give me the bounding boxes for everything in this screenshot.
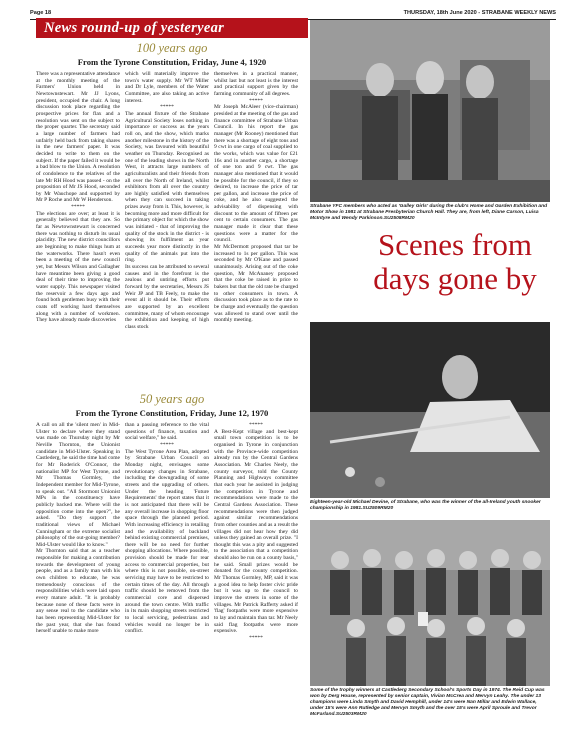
section2-title: 50 years ago	[139, 392, 205, 406]
section1-title: 100 years ago	[136, 41, 208, 55]
article-paragraph: A call on all the 'silent men' in Mid-Ulster to declare where they stand was made on Thursday night by Mr Neville Thornton, the Unionist candidate in Mid-Ulster. Speaking in Castlederg, he said the time had come for Mr Roderick O'Connor, the nationalist MP for West Tyrone, and Mr Thomas Gormley, the Independent member for Mid-Tyrone, to speak out. "All Stormont Unionist MPs in the constituency have publicly backed me. Where will the opposition come into the open?", he asked. "Do they support the traditional views of Michael Cunningham or the extreme socialist philosophy of the out-going member? Mid-Ulster would like to know."	[36, 422, 120, 548]
article-separator: *****	[71, 204, 85, 211]
article-paragraph: themselves in a practical manner, whilst last but not least is the interest and practical support given by the farming community of all degrees.	[214, 71, 298, 97]
article-separator: *****	[249, 422, 263, 428]
section1-subtitle: From the Tyrone Constitution, Friday, June 4, 1920	[77, 57, 267, 67]
section1-column-3	[214, 71, 298, 389]
photo-snooker-player-image	[310, 322, 550, 498]
section1-column-1	[36, 71, 120, 389]
section2-column-2	[125, 422, 209, 724]
article-separator: *****	[249, 635, 263, 641]
section2-column-3	[214, 422, 298, 724]
article-paragraph: Its success can be attributed to several causes and in the forefront is the zealous and untiring efforts put forward by the secretaries, Messrs JS Weir JP and TB Feely, to make the event all it should be. Their efforts are supported by an excellent committee, many of whom encourage the exhibition and keeping of high class stock	[125, 264, 209, 330]
article-separator: *****	[160, 104, 174, 111]
section2-column-1	[36, 422, 120, 724]
article-paragraph: than a passing reference to the vital questions of finance, taxation and social welfare," he said.	[125, 422, 209, 442]
photo-trophy-winners-image	[310, 520, 550, 686]
photo-trophy-winners	[310, 520, 550, 686]
photo-snooker-player-caption: Eighteen-year-old Michael Devine, of Strabane, who was the winner of the all-Ireland youth snooker championship in 1981.SU2509RM20	[310, 500, 541, 511]
article-paragraph: The West Tyrone Area Plan, adopted by Strabane Urban Council on Monday night, envisages some revolutionary changes in Strabane, including the downgrading of some streets and the upgrading of others. Under the heading 'Future Requirements' the report states that it is not anticipated that there will be any overall increase in shopping floor space through the planned period. With increasing efficiency in retailing and the availability of backland behind existing commercial premises, there will be no need for further shopping allocations. Where possible, provision should be made for rear access to commercial properties, but where this is not possible, on-street servicing may have to be restricted to certain times of the day. All through traffic should be removed from the commercial core and dispersed around the town centre. With traffic in its main shopping streets restricted to local servicing, pedestrians and vehicles would no longer be in conflict.	[125, 448, 209, 635]
article-paragraph: The annual fixture of the Strabane Agricultural Society loses nothing in importance or success as the years roll on, and the show, which marks another milestone in the history of the Society, was favoured with beautiful weather on Thursday. Recognised as one of the leading shows in the North West, it attracts large numbers of agriculturalists and their friends from all over the North of Ireland, whilst exhibitors from all over the country are highly satisfied with themselves when they can succeed in taking prizes away from it. This, however, is becoming more and more difficult for the primary object for which the show was initiated - that of improving the quality of the stock in the district - is showing its fulfilment as year succeeds year more distinctly in the quality of the animals put into the ring.	[125, 110, 209, 264]
article-paragraph: Mr Joseph McAleer (vice-chairman) presided at the meeting of the gas and finance committee of Strabane Urban Council. In his report the gas manager (Mr Rooney) mentioned that there was a shortage of eight tons and 9 cwt in one cargo of coal supplied to the works, which was value for £21 16s and in another cargo, a shortage of one ton and 9 cwt. The gas manager also mentioned that it would be possible for the council, if they so desired, to increase the price of tar per gallon, and increase the price of coke, and he also suggested the advisability of dispensing with discount to the amount of fifteen per cent to certain consumers. The gas manager made it clear that these questions were a matter for the council.	[214, 104, 298, 244]
photo-snooker-player	[310, 322, 550, 498]
scenes-heading: Scenes from days gone by	[373, 227, 537, 296]
article-paragraph: A Best-Kept village and best-kept small town competition is to be organised in Tyrone in conjunction with the Province-wide competition already run by the Central Gardens Association. Mr Charles Neely, the county surveyor, told the County Planning and Highways committee that each year he assisted in judging the competition in Tyrone and recommendations were made to the Central Gardens Association. These recommendations were then judged against similar recommendations from other counties and as a result the villages did not hear how they did unless they gained an overall prize. "I thought this was a pity and suggested to the association that a competition should also be run on a county basis," he said. Small prizes would be donated for the county competition. Mr Thomas Gormley, MP, said it was a good idea to help foster civic pride but it was up to the council to improve the streets in some of the villages. Mr Patrick Rafferty asked if 'flag' footpaths were more expensive to lay and maintain than tar. Mr Neely said flag footpaths were more expensive.	[214, 428, 298, 635]
article-paragraph: The elections are over; at least it is generally believed that they are. So far as Newtownstewart is concerned there was nothing to disturb its usual placidity. The new district councillors are beginning to make things hum at the waterworks. There hasn't even been a meeting of the new council yet, but Messrs Wilson and Gallagher have meantime been giving a good deal of their time to improving the water supply. This newspaper visited the reservoir a few days ago and found both gentlemen busy with their coats off working hard themselves along with a number of workmen. They have already made discoveries	[36, 210, 120, 324]
photo-galley-girls-caption: Strabane YFC members who acted as 'Galley Girls' during the club's Home and Garden Exhibition and Motor Show in 1981 at Strabane Presbyterian Church Hall. They are, from left, Diane Carson, Luisa McIntyre and Wendy Parkinson.SU2508RM20	[310, 204, 548, 221]
article-paragraph: Mr Thornton said that as a teacher responsible for making a contribution towards the development of young people, and as a family man with his own children to educate, he was tremendously conscious of the responsibilities which were laid upon every mature adult. "It is probably because none of these facts were in any sense real to the candidate who has been representing Mid-Ulster for the past year, that she has found herself unable to make more	[36, 548, 120, 635]
article-paragraph: There was a representative attendance at the monthly meeting of the Farmers' Union held in Newtownstewart. Mr JJ Lyons, president, occupied the chair. A long discussion took place regarding the prospective prices for flax and a resolution was sent on the subject to the proper quarter. The secretary said a large number of farmers had unfairly held back from taking shares in the new farmers' paper. It was decided to write to them on the subject. If the paper failed it would be a bad blow to the Union. A resolution of condolence to the relatives of the late Mr RH Hood was passed - on the proposition of Mr JS Hood, seconded by Mr Wauchope and supported by Mr P Roche and Mr W Henderson.	[36, 71, 120, 204]
section1-column-2	[125, 71, 209, 389]
page-header	[30, 8, 556, 18]
photo-galley-girls	[310, 20, 550, 202]
section2-subtitle: From the Tyrone Constitution, Friday, June 12, 1970	[75, 408, 269, 418]
article-paragraph: Mr McDermott proposed that tar be increased to 1s per gallon. This was seconded by Mr O'Kane and passed unanimously. Arising out of the coke question, Mr McAnaney proposed that the coke be raised in price to bakers but that the old rate be charged to other consumers in town. A discussion took place as to the rate to be charge and eventually the question was allowed to stand over until the monthly meeting.	[214, 244, 298, 324]
page-number: Page 18	[30, 10, 52, 16]
photo-trophy-winners-caption: Some of the trophy winners at Castlederg Secondary School's Sports Day in 1974. The Reid Cup was won by Derg House, represented by senior captain, Vivian McCrea and Mervyn Leahy. The under 13 champions were Linda Smyth and David Hemphill, under 14's were Nan Millar and Edwin Wallace, under 15's were Ann Rutledge and Mervyn Smyth and the over 15's were April Sproule and Trevor McFarland.SU2503RM20	[310, 688, 545, 717]
issue-line: THURSDAY, 18th June 2020 - STRABANE WEEKLY NEWS	[403, 10, 556, 16]
photo-galley-girls-image	[310, 20, 550, 202]
article-separator: *****	[249, 97, 263, 104]
article-paragraph: which will materially improve the town's water supply. Mr WT Miller and Dr Lyle, members of the Water Committee, are also taking an active interest.	[125, 71, 209, 104]
section-banner: News round-up of yesteryear	[36, 18, 308, 38]
article-separator: *****	[160, 441, 174, 448]
